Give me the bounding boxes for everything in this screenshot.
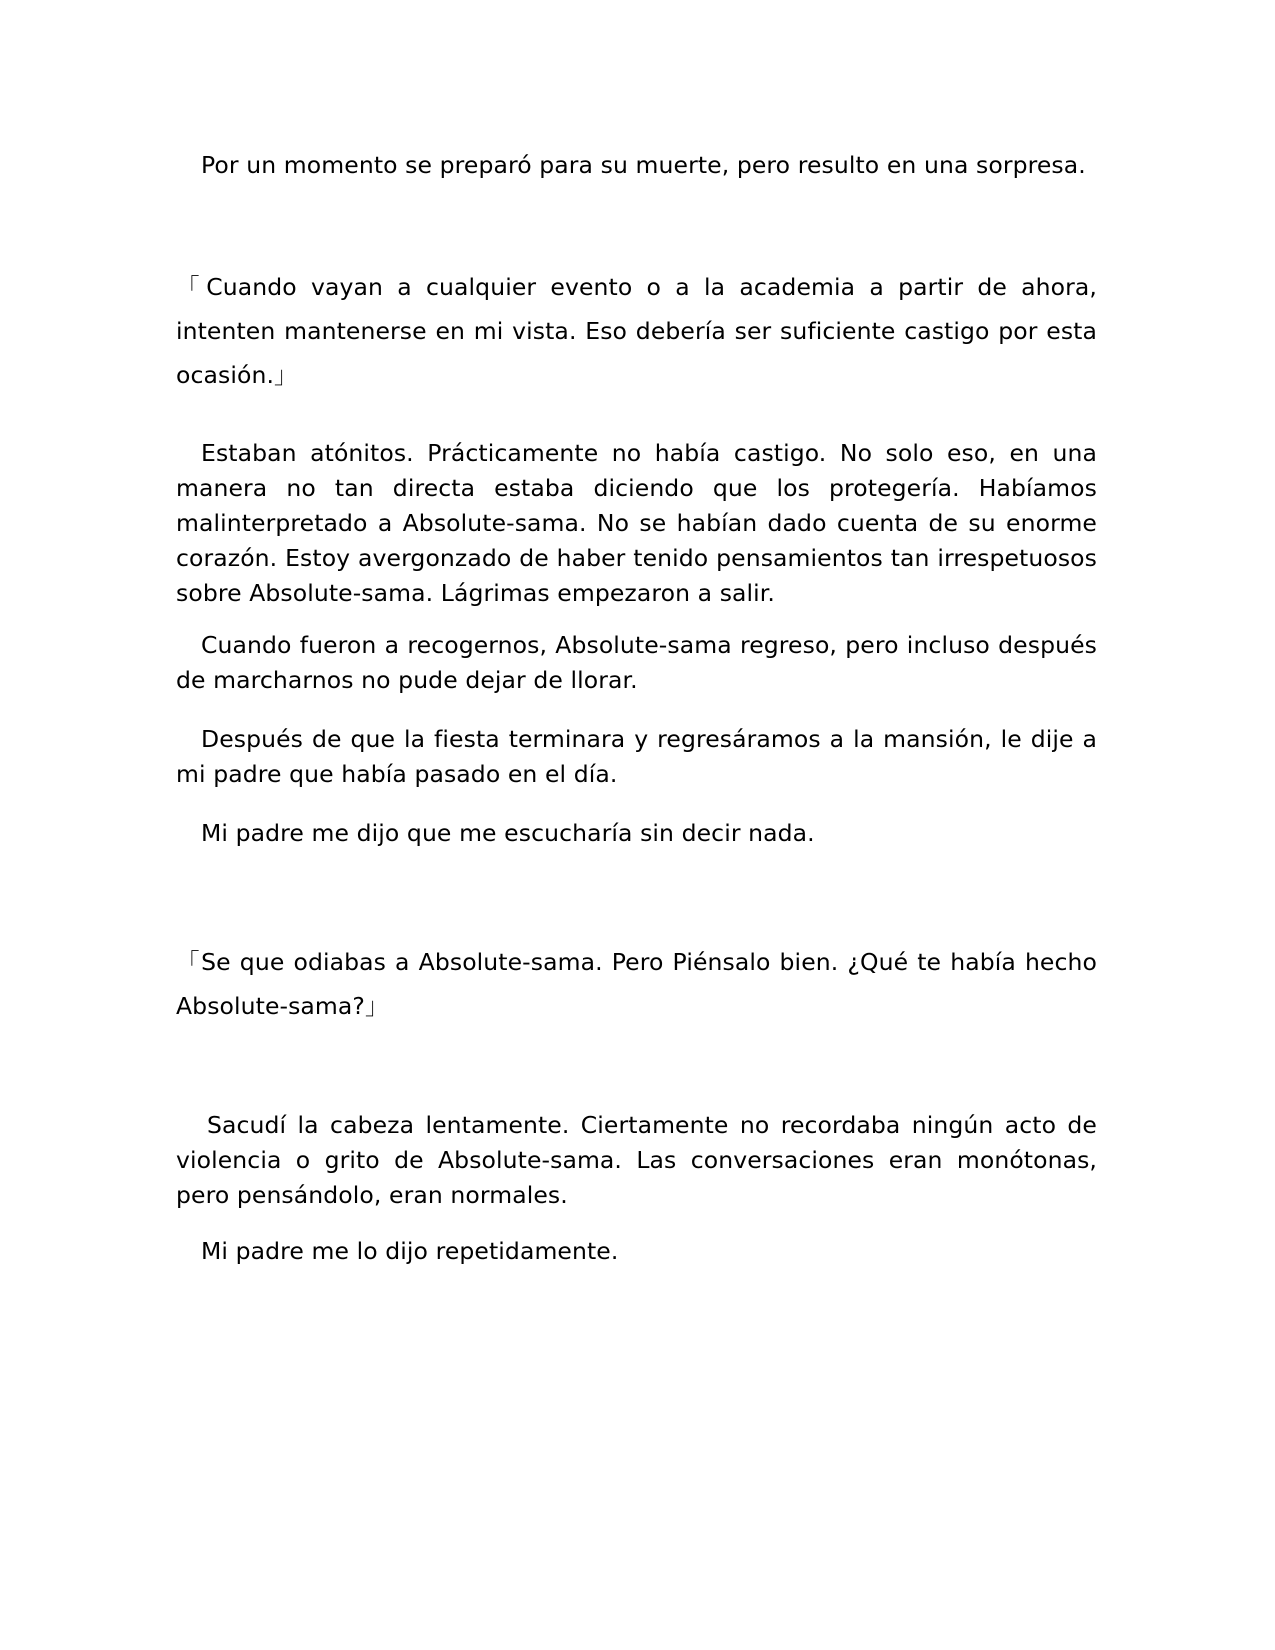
paragraph-5: Mi padre me dijo que me escucharía sin decir nada.	[201, 819, 815, 847]
dialogue-paragraph-2: 「Se que odiabas a Absolute-sama. Pero Piénsalo bien. ¿Qué te había hecho Absolute-sama?」	[176, 948, 1097, 1020]
paragraph-3: Cuando fueron a recogernos, Absolute-sama regreso, pero incluso después de marcharnos no pude dejar de llorar.	[176, 631, 1097, 694]
paragraph-1: Por un momento se preparó para su muerte, pero resulto en una sorpresa.	[201, 151, 1086, 179]
paragraph-6: Sacudí la cabeza lentamente. Ciertamente no recordaba ningún acto de violencia o grito de Absolute-sama. Las conversaciones eran monótonas, pero pensándolo, eran normales.	[176, 1111, 1097, 1209]
paragraph-2: Estaban atónitos. Prácticamente no había castigo. No solo eso, en una manera no tan directa estaba diciendo que los protegería. Habíamos malinterpretado a Absolute-sama. No se habían dado cuenta de su enorme corazón. Estoy avergonzado de haber tenido pensamientos tan irrespetuosos sobre Absolute-sama. Lágrimas empezaron a salir.	[176, 439, 1097, 607]
paragraph-7: Mi padre me lo dijo repetidamente.	[201, 1237, 619, 1265]
dialogue-paragraph-1: 「Cuando vayan a cualquier evento o a la academia a partir de ahora, intenten mantenerse en mi vista. Eso debería ser suficiente castigo por esta ocasión.」	[176, 273, 1097, 389]
paragraph-4: Después de que la fiesta terminara y regresáramos a la mansión, le dije a mi padre que había pasado en el día.	[176, 725, 1097, 788]
